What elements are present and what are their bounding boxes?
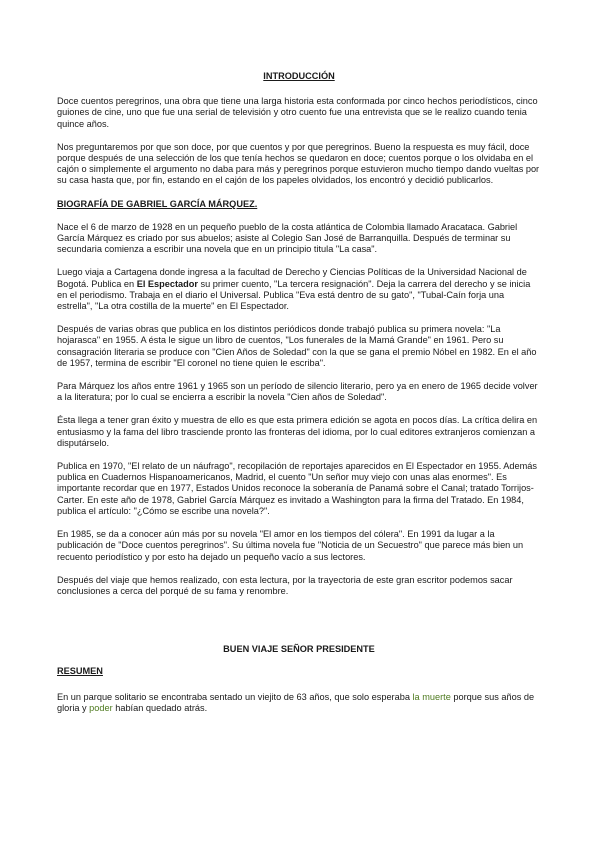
intro-paragraph-1: Doce cuentos peregrinos, una obra que tiene una larga historia esta conformada por cinco hechos periodísticos, cinco guiones de cine, uno que fue una serial de televisión y otro cuento fue una entrevista que se le realizo cuando tenia quince años. [57,96,538,129]
bio-p2-text-a: Luego viaja a Cartagena donde ingresa a la facultad de Derecho y Ciencias Políticas de la Universidad Nacional de Bogotá. Publica en [57,267,527,289]
bio-paragraph-2 [57,267,541,312]
el-espectador-bold: El Espectador [136,278,198,289]
bio-paragraph-3: Después de varias obras que publica en los distintos periódicos donde trabajó publica su primera novela: "La hojarasca" en 1955. A ésta le sigue un libro de cuentos, "Los funerales de la Mamá Grande" en 1961. Pero su consagración literaria se produce con "Cien Años de Soledad" con la que se gana el premio Nóbel en 1982. En el año de 1957, termina de escribir "El coronel no tiene quien le escriba". [57,324,537,368]
story-title: BUEN VIAJE SEÑOR PRESIDENTE [223,644,375,655]
document-content [57,71,541,714]
summary-text-c: habían quedado atrás. [112,702,208,713]
bio-paragraph-5: Ésta llega a tener gran éxito y muestra de ello es que esta primera edición se agota en pocos días. La crítica delira en entusiasmo y la fama del libro trasciende pronto las fronteras del idioma, por lo cual editores extranjeros comienzan a disputárselo. [57,415,538,448]
bio-paragraph-8: Después del viaje que hemos realizado, con esta lectura, por la trayectoria de este gran escritor podemos sacar conclusiones a cerca del porqué de su fama y renombre. [57,574,513,596]
bio-title: BIOGRAFÍA DE GABRIEL GARCÍA MÁRQUEZ. [57,198,258,209]
summary-paragraph-1 [57,692,541,714]
bio-paragraph-1: Nace el 6 de marzo de 1928 en un pequeño pueblo de la costa atlántica de Colombia llamado Aracataca. Gabriel García Márquez es criado por sus abuelos; asiste al Colegio San José de Barranquilla. Después de terminar su secundaria comienza a escribir una novela que en un principio titula "La casa". [57,221,518,255]
link-poder[interactable]: poder [89,702,113,713]
bio-paragraph-6: Publica en 1970, "El relato de un náufrago", recopilación de reportajes aparecidos en El Espectador en 1955. Además publica en Cuadernos Hispanoamericanos, Madrid, el cuento "Un señor muy viejo con unas alas enormes". Es importante recordar que en 1977, Estados Unidos reconoce la soberanía de Panamá sobre el Canal; tratado Torrijos-Carter. En este año de 1978, Gabriel García Márquez es invitado a Washington para la firma del Tratado. En 1984, publica el artículo: "¿Cómo se escribe una novela?". [57,461,537,516]
bio-paragraph-7: En 1985, se da a conocer aún más por su novela "El amor en los tiempos del cólera". En 1991 da lugar a la publicación de "Doce cuentos peregrinos". Su última novela fue "Noticia de un Secuestro" que parece más bien un recuento periodístico y por esto ha dejado un pequeño vacío a sus lectores. [57,529,524,562]
link-la-muerte[interactable]: la muerte [412,691,451,702]
bio-p2-text-b: su primer cuento, "La tercera resignación". Deja la carrera del derecho y se inicia en el periodismo. Trabaja en el diario el Universal. Publica "Eva está dentro de su gato", "Tubal-Caín forja una estrella", "La otra costilla de la muerte" en El Espectador. [57,278,531,312]
intro-paragraph-2: Nos preguntaremos por que son doce, por que cuentos y por que peregrinos. Bueno la respuesta es muy fácil, doce porque después de una selección de los que tenía hechos se quedaron en doce; cuentos porque o los olvidaba en el cajón o simplemente el argumento no daba para más y peregrinos porque estuvieron mucho tiempo dando vueltas por su casa hasta que, por fin, estando en el cajón de los papeles olvidados, los encontró y decidió publicarlos. [57,141,540,186]
bio-paragraph-4: Para Márquez los años entre 1961 y 1965 son un período de silencio literario, pero ya en enero de 1965 decide volver a la literatura; por lo cual se encierra a escribir la novela "Cien años de Soledad". [57,381,538,403]
summary-text-a: En un parque solitario se encontraba sentado un viejito de 63 años, que solo esperaba [57,691,413,702]
summary-title: RESUMEN [57,666,103,677]
summary-text-b: porque sus años de gloria y [57,691,535,713]
intro-title: INTRODUCCIÓN [263,71,335,81]
